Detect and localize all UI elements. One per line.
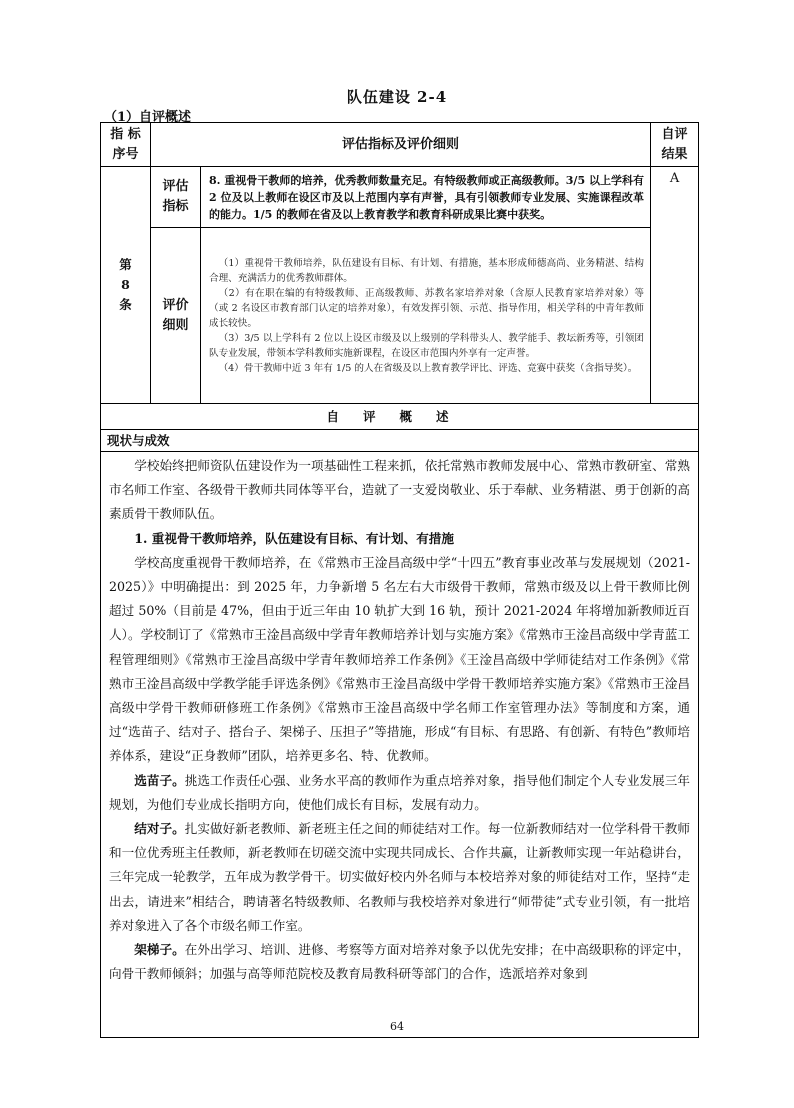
detail-item: （1）重视骨干教师培养，队伍建设有目标、有计划、有措施，基本形成师德高尚、业务精湛、结构合理、充满活力的优秀教师群体。 bbox=[209, 257, 645, 284]
lead-select-seedlings: 选苗子。 bbox=[134, 772, 185, 788]
standard-label: 评估 指标 bbox=[162, 179, 189, 214]
heading-1: 1. 重视骨干教师培养，队伍建设有目标、有计划、有措施 bbox=[134, 530, 454, 546]
result-cell bbox=[651, 167, 699, 404]
header-criteria: 评估指标及评价细则 bbox=[151, 123, 651, 167]
lead-pairing: 结对子。 bbox=[134, 821, 185, 837]
paragraph-select-seedlings bbox=[109, 769, 690, 817]
header-result-text: 自评 结果 bbox=[661, 126, 688, 162]
text-pairing: 扎实做好新老教师、新老班主任之间的师徒结对工作。每一位新教师结对一位学科骨干教师和一位优秀班主任教师，新老教师在切磋交流中实现共同成长、合作共赢，让新教师实现一年站稳讲台，三年完成一轮教学，五年成为教学骨干。切实做好校内外名师与本校培养对象的师徒结对工作，坚持“走出去，请进来”相结合，聘请著名特级教师、名教师与我校培养对象进行“师带徒”式专业引领，有一批培养对象进入了各个市级名师工作室。 bbox=[109, 821, 691, 933]
header-index-text: 指 标 序号 bbox=[110, 126, 141, 162]
details-list bbox=[201, 228, 651, 404]
page-number: 64 bbox=[390, 1020, 404, 1033]
standard-text: 8. 重视骨干教师的培养，优秀教师数量充足。有特级教师或正高级教师。3/5 以上学科有 2 位及以上教师在设区市及以上范围内享有声誉，具有引领教师专业发展、实施课程改革的能力。1/5 的教师在省及以上教育教学和教育科研成果比赛中获奖。 bbox=[201, 167, 651, 228]
result-value: A bbox=[669, 171, 680, 186]
intro-paragraph: 学校始终把师资队伍建设作为一项基础性工程来抓，依托常熟市教师发展中心、常熟市教研室、常熟市名师工作室、各级骨干教师共同体等平台，造就了一支爱岗敬业、乐于奉献、业务精湛、勇于创新的高素质骨干教师队伍。 bbox=[109, 458, 691, 522]
section-subtitle-row bbox=[101, 430, 699, 452]
paragraph-1: 学校高度重视骨干教师培养，在《常熟市王淦昌高级中学“十四五”教育事业改革与发展规划（2021-2025）》中明确提出：到 2025 年，力争新增 5 名左右大市级骨干教师，常熟市级及以上骨干教师比例超过 50%（目前是 47%，但由于近三年由 10 轨扩大到 16 轨，预计 2021-2024 年将增加新教师近百人）。学校制订了《常熟市王淦昌高级中学青年教师培养计划与实施方案》《常熟市王淦昌高级中学青蓝工程管理细则》《常熟市王淦昌高级中学青年教师培养工作条例》《王淦昌高级中学师徒结对工作条例》《常熟市王淦昌高级中学教学能手评选条例》《常熟市王淦昌高级中学骨干教师培养实施方案》《常熟市王淦昌高级中学骨干教师研修班工作条例》《常熟市王淦昌高级中学名师工作室管理办法》等制度和方案，通过“选苗子、结对子、搭台子、架梯子、压担子”等措施，形成“有目标、有思路、有创新、有特色”教师培养体系，建设“正身教师”团队，培养更多名、特、优教师。 bbox=[109, 554, 691, 764]
self-eval-summary-title: 自评概述 bbox=[101, 404, 699, 430]
text-ladder: 在外出学习、培训、进修、考察等方面对培养对象予以优先安排；在中高级职称的评定中，向骨干教师倾斜；加强与高等师范院校及教育局教科研等部门的合作，选派培养对象到 bbox=[109, 942, 691, 982]
page-title: 队伍建设 2-4 bbox=[346, 88, 448, 106]
header-index bbox=[101, 123, 151, 167]
details-label: 评价 细则 bbox=[162, 297, 189, 333]
details-row bbox=[101, 228, 699, 404]
detail-item: （3）3/5 以上学科有 2 位以上设区市级及以上级别的学科带头人、教学能手、教坛新秀等，引领团队专业发展，带领本学科教师实施新课程，在设区市范围内外享有一定声誉。 bbox=[209, 332, 645, 359]
header-result bbox=[651, 123, 699, 167]
rule-number: 第 8 条 bbox=[119, 257, 132, 312]
paragraph-pairing bbox=[109, 817, 690, 938]
evaluation-table bbox=[100, 122, 699, 1038]
detail-item: （2）有在职在编的有特级教师、正高级教师、苏教名家培养对象（含原人民教育家培养对象）等（或 2 名设区市教育部门认定的培养对象），有效发挥引领、示范、指导作用，相关学科的中青年教师成长较快。 bbox=[209, 287, 645, 329]
section-subtitle: （1）自评概述 bbox=[104, 110, 192, 125]
status-and-results-heading: 现状与成效 bbox=[101, 430, 699, 452]
body-content bbox=[101, 452, 699, 1038]
standard-row bbox=[101, 167, 699, 228]
table-header-row bbox=[101, 123, 699, 167]
rule-number-cell bbox=[101, 167, 151, 404]
detail-item: （4）骨干教师中近 3 年有 1/5 的人在省级及以上教育教学评比、评选、竞赛中获奖（含指导奖）。 bbox=[218, 362, 638, 374]
section-title-row bbox=[101, 404, 699, 430]
lead-ladder: 架梯子。 bbox=[134, 942, 185, 958]
paragraph-ladder bbox=[109, 938, 690, 986]
standard-label-cell bbox=[151, 167, 201, 228]
text-select-seedlings: 挑选工作责任心强、业务水平高的教师作为重点培养对象，指导他们制定个人专业发展三年规划，为他们专业成长指明方向，使他们成长有目标，发展有动力。 bbox=[109, 772, 691, 812]
body-row bbox=[101, 452, 699, 1038]
details-label-cell bbox=[151, 228, 201, 404]
